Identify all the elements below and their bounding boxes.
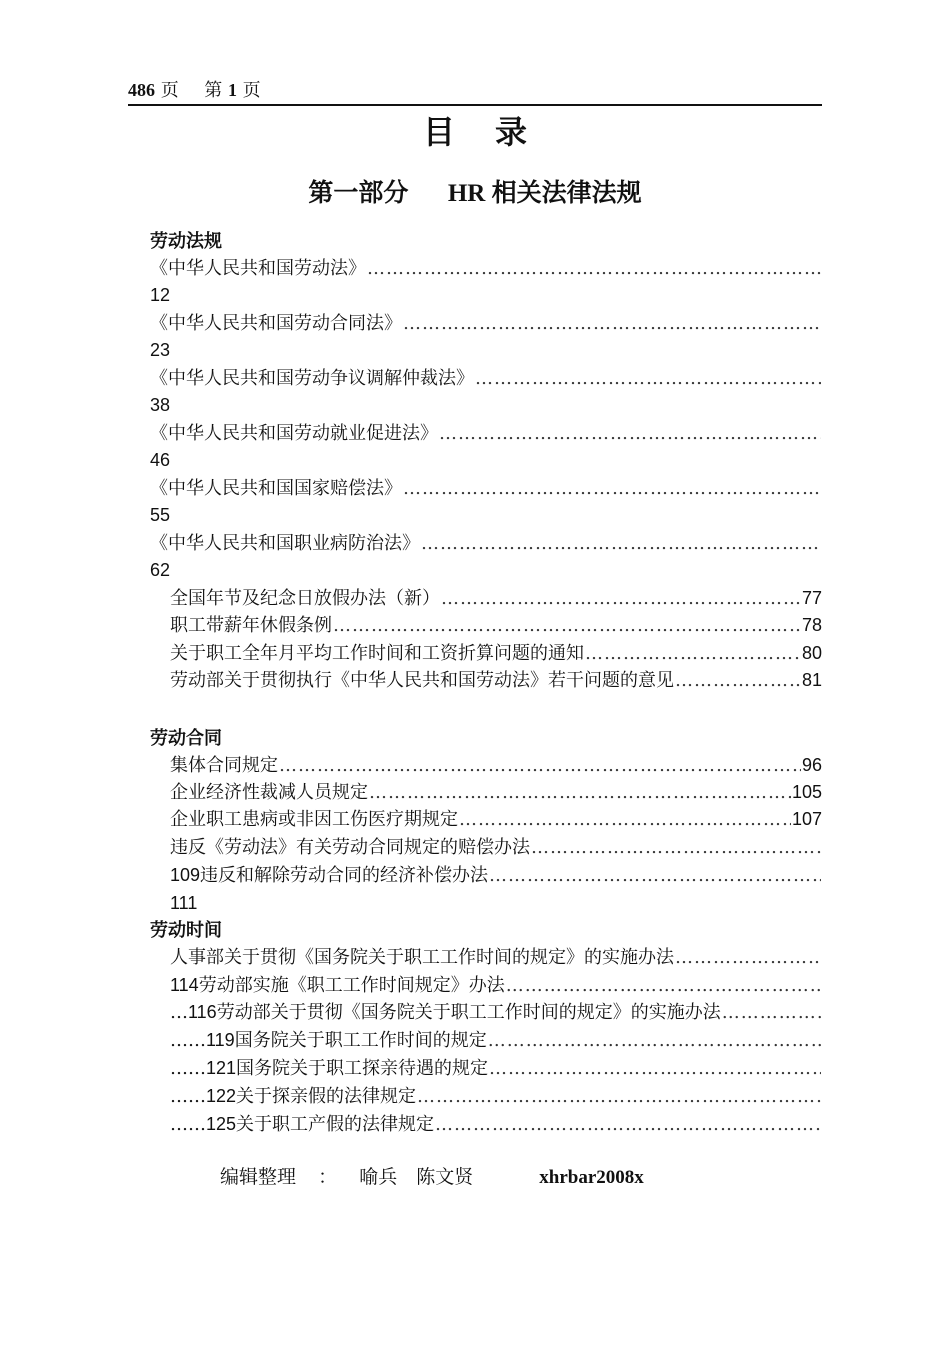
toc-entry[interactable] [170, 779, 822, 806]
page-footer [220, 1162, 820, 1192]
toc-entry-page: 38 [150, 395, 171, 415]
toc-entry[interactable] [150, 530, 822, 557]
toc-entry-page: 12 [150, 285, 171, 305]
dot-leader [475, 365, 821, 392]
toc-entry-title: 《中华人民共和国劳动争议调解仲裁法》 [150, 368, 474, 389]
section-heading: 劳动合同 [150, 728, 222, 749]
toc-entry-title: 劳动部关于贯彻《国务院关于职工工作时间的规定》的实施办法 [216, 1002, 721, 1023]
toc-entry-title: 劳动部实施《职工工作时间规定》办法 [198, 975, 505, 996]
dot-leader [421, 530, 821, 557]
toc-entry-page: 107 [791, 809, 822, 829]
toc-entry[interactable] [150, 475, 822, 502]
toc-entry-page: 122 [206, 1086, 237, 1106]
dot-leader [489, 862, 821, 889]
toc-entry-page: 46 [150, 450, 171, 470]
toc-entry[interactable] [150, 365, 822, 392]
dot-leader: …… [170, 1086, 206, 1107]
dot-leader: …… [170, 1030, 206, 1051]
editor-label: 编辑整理 [220, 1166, 297, 1188]
current-page-suffix: 页 [242, 80, 261, 101]
toc-entry[interactable] [170, 1055, 822, 1082]
toc-entry-page: 80 [801, 643, 822, 663]
toc-entry-title: 违反《劳动法》有关劳动合同规定的赔偿办法 [170, 837, 530, 858]
toc-entry-page: 105 [791, 782, 822, 802]
toc-entry[interactable] [170, 1027, 822, 1054]
toc-entry-title: 全国年节及纪念日放假办法（新） [170, 588, 440, 609]
toc-entry-title: 人事部关于贯彻《国务院关于职工工作时间的规定》的实施办法 [170, 947, 674, 968]
toc-entry-title: 关于探亲假的法律规定 [236, 1086, 417, 1107]
toc-entry-title: 国务院关于职工探亲待遇的规定 [236, 1058, 489, 1079]
toc-entry[interactable] [170, 972, 822, 999]
dot-leader [489, 1055, 821, 1082]
dot-leader [488, 1027, 821, 1054]
toc-entry-page: 109 [170, 865, 201, 885]
page-header [128, 76, 822, 106]
toc-entry-page: 62 [150, 560, 171, 580]
toc-entry[interactable] [170, 1111, 822, 1138]
dot-leader [585, 640, 801, 667]
toc-entry[interactable] [150, 255, 822, 282]
toc-entry-title: 《中华人民共和国劳动就业促进法》 [150, 423, 438, 444]
toc-entry-title: 国务院关于职工工作时间的规定 [234, 1030, 487, 1051]
dot-leader [403, 310, 821, 337]
current-page-number: 1 [227, 80, 237, 100]
toc-entry-title: 职工带薪年休假条例 [170, 615, 332, 636]
toc-entry-title: 《中华人民共和国国家赔偿法》 [150, 478, 402, 499]
toc-entry-page: 125 [206, 1114, 237, 1134]
section-heading: 劳动法规 [150, 231, 222, 252]
dot-leader [367, 255, 821, 282]
toc-entry[interactable] [150, 420, 822, 447]
current-page-prefix: 第 [204, 80, 223, 101]
toc-entry-page: 55 [150, 505, 171, 525]
toc-entry-page: 111 [170, 893, 198, 913]
toc-entry[interactable] [170, 834, 822, 861]
toc-entry-title: 企业职工患病或非因工伤医疗期规定 [170, 809, 458, 830]
toc-title: 目录 [422, 113, 567, 151]
toc-entry[interactable] [170, 667, 822, 694]
toc-entry[interactable] [170, 944, 822, 971]
total-pages-unit: 页 [160, 80, 179, 101]
toc-entry[interactable] [170, 1083, 822, 1110]
dot-leader [403, 475, 821, 502]
author-handle: xhrbar2008x [539, 1167, 644, 1188]
dot-leader: …… [170, 1058, 206, 1079]
toc-entry-title: 集体合同规定 [170, 755, 278, 776]
toc-entry-page: 96 [801, 755, 822, 775]
editor-colon: ： [318, 1166, 338, 1188]
toc-entry-title: 企业经济性裁减人员规定 [170, 782, 368, 803]
dot-leader [675, 944, 821, 971]
toc-entry-title: 劳动部关于贯彻执行《中华人民共和国劳动法》若干问题的意见 [170, 670, 674, 691]
dot-leader: …… [170, 1114, 206, 1135]
toc-entry[interactable] [150, 310, 822, 337]
toc-entry[interactable] [170, 585, 822, 612]
toc-entry-page: 119 [206, 1030, 235, 1050]
toc-entry-page: 77 [801, 588, 822, 608]
total-pages-number: 486 [128, 80, 155, 100]
editor-names: 喻兵 陈文贤 [359, 1166, 474, 1188]
dot-leader [435, 1111, 821, 1138]
toc-entry-title: 《中华人民共和国职业病防治法》 [150, 533, 420, 554]
section-heading: 劳动时间 [150, 920, 222, 941]
toc-entry-page: 116 [188, 1002, 217, 1022]
toc-entry-page: 121 [206, 1058, 237, 1078]
part-title [128, 174, 822, 213]
part-topic: HR 相关法律法规 [447, 180, 642, 207]
toc-entry-page: 78 [801, 615, 822, 635]
toc-entry-page: 114 [170, 975, 199, 995]
dot-leader [333, 612, 801, 639]
dot-leader [531, 834, 821, 861]
toc-entry[interactable] [170, 806, 822, 833]
dot-leader [459, 806, 791, 833]
dot-leader [506, 972, 821, 999]
toc-entry-title: 违反和解除劳动合同的经济补偿办法 [200, 865, 489, 886]
toc-entry[interactable] [170, 862, 822, 889]
part-number: 第一部分 [308, 178, 409, 207]
dot-leader [722, 999, 821, 1026]
dot-leader [417, 1083, 821, 1110]
toc-entry-title: 《中华人民共和国劳动合同法》 [150, 313, 402, 334]
dot-leader [279, 752, 801, 779]
toc-entry-page: 81 [801, 670, 822, 690]
toc-entry[interactable] [170, 999, 822, 1026]
dot-leader [675, 667, 801, 694]
dot-leader: … [170, 1002, 188, 1023]
toc-entry[interactable] [170, 752, 822, 779]
dot-leader [369, 779, 791, 806]
toc-entry[interactable] [170, 640, 822, 667]
toc-entry-page: 23 [150, 340, 171, 360]
toc-entry-title: 《中华人民共和国劳动法》 [150, 258, 366, 279]
toc-entry-title: 关于职工全年月平均工作时间和工资折算问题的通知 [170, 643, 584, 664]
toc-entry-title: 关于职工产假的法律规定 [236, 1114, 435, 1135]
toc-entry[interactable] [170, 612, 822, 639]
dot-leader [439, 420, 821, 447]
dot-leader [441, 585, 801, 612]
